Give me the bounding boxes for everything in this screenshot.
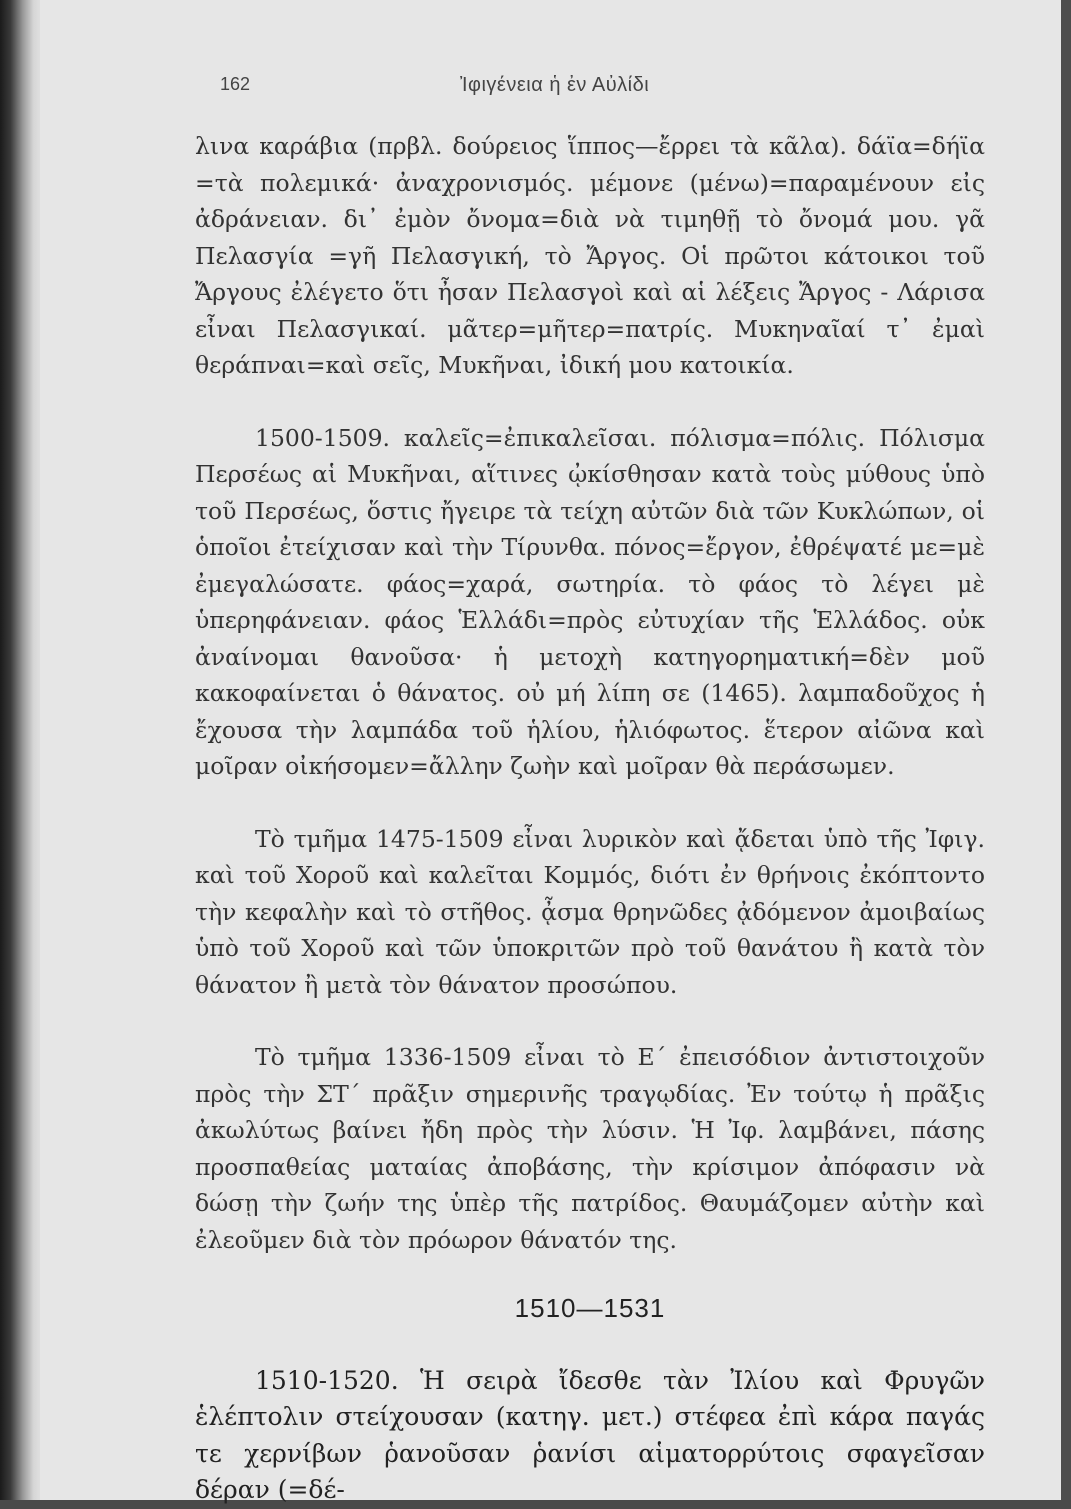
commentary-paragraph-5: 1510-1520. Ἡ σειρὰ ἴδεσθε τὰν Ἰλίου καὶ Φρυγῶν ἑλέπτολιν στείχουσαν (κατηγ. μετ.) στέφεα ἐπὶ κάρα παγάς τε χερνίβων ῥανοῦσαν ῥανίσι αἱματορρύτοις σφαγεῖσαν δέραν (=δέ- xyxy=(195,1365,985,1504)
commentary-paragraph-4: Τὸ τμῆμα 1336-1509 εἶναι τὸ Ε´ ἐπεισόδιον ἀντιστοιχοῦν πρὸς τὴν ΣΤ´ πρᾶξιν σημερινῆς τραγῳδίας. Ἐν τούτῳ ἡ πρᾶξις ἀκωλύτως βαίνει ἤδη πρὸς τὴν λύσιν. Ἡ Ἰφ. λαμβάνει, πάσης προσπαθείας ματαίας ἀποβάσης, τὴν κρίσιμον ἀπόφασιν νὰ δώσῃ τὴν ζωήν της ὑπὲρ τῆς πατρίδος. Θαυμάζομεν αὐτὴν καὶ ἐλεοῦμεν διὰ τὸν πρόωρον θάνατόν της. xyxy=(195,1043,985,1254)
commentary-paragraph-1: λινα καράβια (πρβλ. δούρειος ἵππος—ἔρρει τὰ κᾶλα). δάϊα=δήϊα =τὰ πολεμικά· ἀναχρονισμός. μέμονε (μένω)=παραμένουν εἰς ἀδράνειαν. δι᾽ ἐμὸν ὄνομα=διὰ νὰ τιμηθῇ τὸ ὄνομά μου. γᾶ Πελασγία =γῆ Πελασγική, τὸ Ἄργος. Οἱ πρῶτοι κάτοικοι τοῦ Ἄργους ἐλέγετο ὅτι ἦσαν Πελασγοὶ καὶ αἱ λέξεις Ἄργος - Λάρισα εἶναι Πελασγικαί. μᾶτερ=μῆτερ=πατρίς. Μυκηναῖαί τ᾽ ἐμαὶ θεράπναι=καὶ σεῖς, Μυκῆναι, ἰδική μου κατοικία. xyxy=(195,132,985,379)
section-heading: 1510—1531 xyxy=(514,1293,666,1323)
page-header xyxy=(220,74,1001,104)
commentary-paragraph-3: Τὸ τμῆμα 1475-1509 εἶναι λυρικὸν καὶ ᾄδεται ὑπὸ τῆς Ἰφιγ. καὶ τοῦ Χοροῦ καὶ καλεῖται Κομμός, διότι ἐν θρήνοις ἐκόπτοντο τὴν κεφαλὴν καὶ τὸ στῆθος. ᾆσμα θρηνῶδες ᾀδόμενον ἀμοιβαίως ὑπὸ τοῦ Χοροῦ καὶ τῶν ὑποκριτῶν πρὸ τοῦ θανάτου ἢ κατὰ τὸν θάνατον ἢ μετὰ τὸν θάνατον προσώπου. xyxy=(195,824,985,999)
commentary-paragraph-2: 1500-1509. καλεῖς=ἐπικαλεῖσαι. πόλισμα=πόλις. Πόλισμα Περσέως αἱ Μυκῆναι, αἵτινες ᾠκίσθησαν κατὰ τοὺς μύθους ὑπὸ τοῦ Περσέως, ὅστις ἤγειρε τὰ τείχη αὐτῶν διὰ τῶν Κυκλώπων, οἱ ὁποῖοι ἐτείχισαν καὶ τὴν Τίρυνθα. πόνος=ἔργον, ἐθρέψατέ με=μὲ ἐμεγαλώσατε. φάος=χαρά, σωτηρία. τὸ φάος τὸ λέγει μὲ ὑπερηφάνειαν. φάος Ἑλλάδι=πρὸς εὐτυχίαν τῆς Ἑλλάδος. οὐκ ἀναίνομαι θανοῦσα· ἡ μετοχὴ κατηγορηματική=δὲν μοῦ κακοφαίνεται ὁ θάνατος. οὐ μή λίπη σε (1465). λαμπαδοῦχος ἡ ἔχουσα τὴν λαμπάδα τοῦ ἡλίου, ἡλιόφωτος. ἕτερον αἰῶνα καὶ μοῖραν οἰκήσομεν=ἄλλην ζωὴν καὶ μοῖραν θὰ περάσωμεν. xyxy=(195,423,985,780)
running-title: Ἰφιγένεια ἡ ἐν Αὐλίδι xyxy=(460,74,650,96)
page-number: 162 xyxy=(220,74,251,94)
book-spine-edge xyxy=(0,0,42,1500)
page-body xyxy=(195,128,985,1509)
